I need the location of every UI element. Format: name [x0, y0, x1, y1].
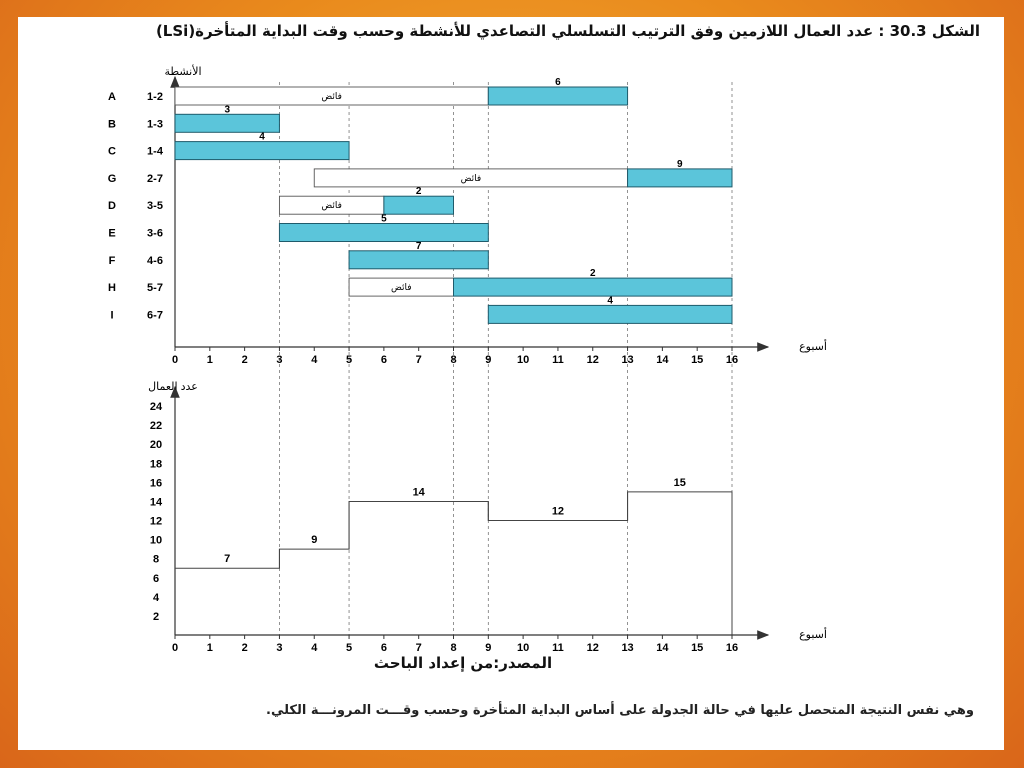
x-tick-label: 6 — [380, 642, 387, 654]
activity-code: 1-4 — [147, 145, 163, 158]
slide-page — [18, 17, 1004, 750]
workers-label: 3 — [224, 104, 230, 116]
y-tick-label: 16 — [149, 477, 163, 490]
step-value-label: 12 — [551, 505, 565, 518]
activity-letter: B — [108, 118, 116, 131]
slack-label: فائض — [460, 172, 482, 183]
x-tick-label: 14 — [656, 642, 669, 654]
x-tick-label: 4 — [311, 354, 318, 366]
activity-letter: F — [108, 254, 116, 267]
x-tick-label: 13 — [621, 642, 634, 654]
activity-code: 4-6 — [147, 254, 163, 267]
x-tick-label: 9 — [485, 354, 492, 366]
x-tick-label: 8 — [450, 642, 457, 654]
activity-letter: I — [110, 309, 114, 322]
x-tick-label: 15 — [691, 642, 704, 654]
activity-bar — [349, 251, 488, 269]
y-tick-label: 24 — [149, 401, 163, 414]
workers-label: 2 — [415, 186, 422, 198]
x-tick-label: 8 — [450, 354, 457, 366]
charts-svg — [18, 17, 1004, 750]
x-tick-label: 5 — [346, 642, 353, 654]
activity-letter: E — [108, 227, 116, 240]
x-tick-label: 16 — [725, 354, 739, 366]
y-tick-label: 2 — [152, 610, 160, 623]
x-tick-label: 3 — [276, 642, 283, 654]
activity-code: 2-7 — [147, 172, 163, 185]
slack-label: فائض — [321, 91, 342, 101]
activity-code: 1-3 — [147, 118, 163, 131]
activity-letter: D — [108, 200, 116, 213]
x-tick-label: 13 — [621, 354, 634, 366]
workers-label: 6 — [555, 77, 561, 88]
activity-bar — [488, 305, 732, 323]
x-tick-label: 11 — [552, 354, 564, 366]
source-note: المصدر:من إعداد الباحث — [373, 654, 553, 672]
y-tick-label: 20 — [149, 439, 163, 452]
x-tick-label: 7 — [415, 354, 422, 366]
x-tick-label: 2 — [241, 642, 248, 654]
activity-code: 1-2 — [147, 91, 163, 103]
workers-label: 5 — [381, 213, 387, 225]
step-value-label: 15 — [673, 476, 686, 489]
x-tick-label: 9 — [485, 642, 492, 654]
activity-code: 5-7 — [147, 282, 163, 295]
figure-title: الشكل 30.3 : عدد العمال اللازمين وفق الترتيب التسلسلي التصاعدي للأنشطة وحسب وقت البداية المتأخرة(LSi) — [155, 22, 980, 40]
activity-bar — [628, 169, 732, 187]
x-tick-label: 2 — [241, 354, 248, 366]
workers-step-chart — [148, 381, 827, 654]
x-tick-label: 6 — [380, 354, 387, 366]
activity-bar — [488, 87, 627, 105]
x-tick-label: 12 — [586, 642, 599, 654]
step-value-label: 9 — [311, 534, 318, 547]
x-tick-label: 0 — [171, 354, 179, 366]
x-tick-label: 1 — [206, 642, 213, 654]
x-tick-label: 12 — [586, 354, 599, 366]
step-value-label: 14 — [412, 486, 425, 499]
activity-bar — [175, 142, 349, 160]
x-tick-label: 1 — [206, 354, 213, 366]
workers-label: 7 — [415, 240, 422, 252]
y-tick-label: 10 — [149, 534, 163, 547]
x-tick-label: 7 — [415, 642, 422, 654]
gantt-y-axis-label: الأنشطة — [164, 66, 202, 78]
y-tick-label: 22 — [149, 420, 163, 433]
workers-label: 4 — [259, 131, 265, 143]
slack-label: فائض — [321, 200, 342, 211]
step-x-axis-label: أسبوع — [799, 629, 827, 641]
y-tick-label: 8 — [152, 553, 160, 566]
activity-bar — [454, 278, 733, 296]
x-tick-label: 0 — [171, 642, 179, 654]
x-tick-label: 4 — [311, 642, 318, 654]
activity-code: 3-6 — [147, 227, 163, 240]
step-y-axis-label: عدد العمال — [148, 381, 198, 393]
y-tick-label: 6 — [152, 572, 160, 585]
x-tick-label: 3 — [276, 354, 283, 366]
activity-letter: A — [108, 91, 116, 103]
activity-code: 3-5 — [147, 200, 163, 213]
x-tick-label: 5 — [346, 354, 353, 366]
activity-bar — [175, 114, 279, 132]
slack-label: فائض — [390, 282, 412, 293]
gantt-chart — [108, 64, 827, 635]
activity-letter: H — [108, 282, 116, 295]
x-tick-label: 10 — [517, 354, 530, 366]
y-tick-label: 18 — [149, 458, 163, 471]
activity-letter: G — [107, 172, 117, 185]
x-tick-label: 14 — [656, 354, 669, 366]
workers-label: 4 — [607, 295, 613, 307]
footer-paragraph: وهي نفس النتيجة المتحصل عليها في حالة الجدولة على أساس البداية المتأخرة وحسب وقـــت المرونـــة الكلي. — [266, 703, 974, 718]
y-tick-label: 4 — [152, 591, 160, 604]
x-tick-label: 11 — [552, 642, 564, 654]
y-tick-label: 12 — [149, 515, 163, 528]
step-value-label: 7 — [224, 553, 231, 566]
x-tick-label: 10 — [517, 642, 530, 654]
workers-label: 2 — [589, 268, 596, 280]
gantt-x-axis-label: أسبوع — [799, 341, 827, 353]
activity-letter: C — [108, 145, 116, 158]
workers-label: 9 — [677, 158, 683, 170]
x-tick-label: 16 — [725, 642, 739, 654]
y-tick-label: 14 — [149, 496, 163, 509]
activity-bar — [279, 224, 488, 242]
x-tick-label: 15 — [691, 354, 704, 366]
activity-code: 6-7 — [147, 309, 163, 322]
activity-bar — [384, 196, 454, 214]
